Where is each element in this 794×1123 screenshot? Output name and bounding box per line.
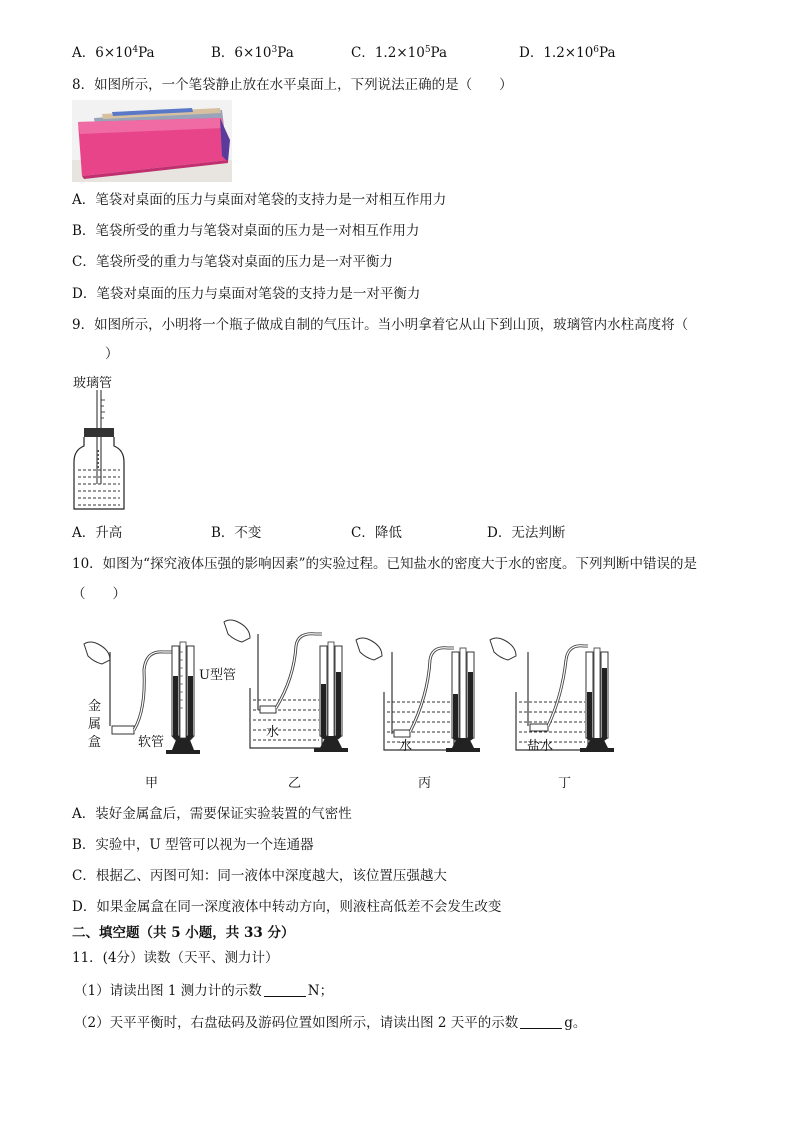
section-2-title: 二、填空题（共 5 小题，共 33 分）	[72, 925, 295, 941]
caption-ding: 丁	[558, 776, 572, 791]
caption-bing: 丙	[418, 776, 432, 791]
q11-part-1: （1）请读出图 1 测力计的示数 N；	[74, 983, 334, 999]
q9-option-b[interactable]: B．不变	[211, 525, 262, 541]
barometer-bottle-figure	[70, 388, 130, 514]
q9-stem-cont: ）	[78, 346, 119, 362]
q9-stem: 9．如图所示，小明将一个瓶子做成自制的气压计。当小明拿着它从山下到山顶，玻璃管内水柱高度将（	[72, 317, 689, 333]
q9-glass-tube-label: 玻璃管	[73, 376, 113, 391]
q11-part-1-blank[interactable]	[264, 982, 306, 997]
u-tube-label: U型管	[199, 668, 236, 683]
salt-water-label-ding: 盐水	[527, 739, 554, 754]
q10-option-c[interactable]: C．根据乙、丙图可知：同一液体中深度越大，该位置压强越大	[72, 868, 447, 884]
water-label-bing: 水	[399, 739, 413, 754]
q8-option-d[interactable]: D．笔袋对桌面的压力与桌面对笔袋的支持力是一对平衡力	[72, 286, 421, 302]
q8-stem: 8．如图所示，一个笔袋静止放在水平桌面上，下列说法正确的是（ ）	[72, 77, 513, 93]
experiment-bing-figure	[354, 636, 484, 756]
q9-option-a[interactable]: A．升高	[72, 525, 123, 541]
q8-option-b[interactable]: B．笔袋所受的重力与笔袋对桌面的压力是一对相互作用力	[72, 223, 420, 239]
metal-box-label-3: 盒	[88, 735, 102, 750]
hose-label: 软管	[138, 735, 165, 750]
q7-option-b[interactable]: B．$6\times 10^3Pa$	[211, 45, 294, 61]
experiment-yi-figure	[222, 618, 354, 754]
metal-box-label-2: 属	[88, 717, 102, 732]
q9-option-c[interactable]: C．降低	[351, 525, 402, 541]
q10-option-b[interactable]: B．实验中，U 型管可以视为一个连通器	[72, 837, 314, 853]
q7-option-d[interactable]: D．$1.2\times 10^6Pa$	[519, 45, 616, 61]
q10-option-a[interactable]: A．装好金属盒后，需要保证实验装置的气密性	[72, 806, 352, 822]
q10-stem: 10．如图为“探究液体压强的影响因素”的实验过程。已知盐水的密度大于水的密度。下列判断中错误的是	[72, 556, 697, 572]
water-label-yi: 水	[266, 725, 280, 740]
q11-part-2-blank[interactable]	[520, 1014, 562, 1029]
metal-box-label-1: 金	[88, 699, 102, 714]
q8-option-a[interactable]: A．笔袋对桌面的压力与桌面对笔袋的支持力是一对相互作用力	[72, 192, 447, 208]
q10-stem-cont: （ ）	[72, 586, 126, 602]
q10-option-d[interactable]: D．如果金属盒在同一深度液体中转动方向，则液柱高低差不会发生改变	[72, 899, 502, 915]
q11-part-2: （2）天平平衡时，右盘砝码及游码位置如图所示，请读出图 2 天平的示数 g。	[74, 1015, 587, 1031]
q7-option-a[interactable]: A．$6\times 10^4Pa$	[72, 45, 155, 61]
caption-yi: 乙	[288, 776, 302, 791]
q9-option-d[interactable]: D．无法判断	[487, 525, 566, 541]
q8-option-c[interactable]: C．笔袋所受的重力与笔袋对桌面的压力是一对平衡力	[72, 254, 393, 270]
q11-stem: 11．(4分）读数（天平、测力计）	[72, 950, 279, 966]
q7-option-c[interactable]: C．$1.2\times 10^5Pa$	[351, 45, 448, 61]
caption-jia: 甲	[145, 776, 159, 791]
pencil-bag-photo	[72, 100, 232, 182]
